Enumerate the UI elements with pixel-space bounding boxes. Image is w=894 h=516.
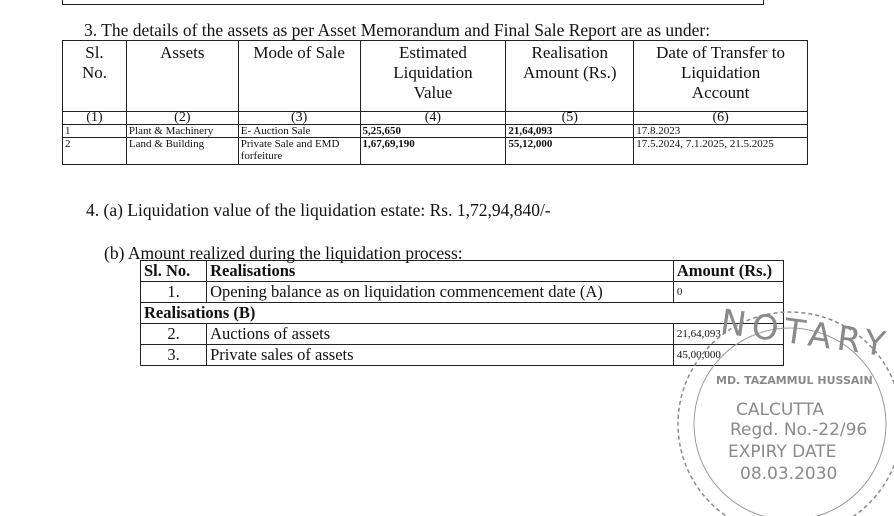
- column-number-row: [63, 112, 808, 125]
- cell-sl: 1: [63, 125, 127, 138]
- col-sl-no: Sl. No.: [63, 41, 127, 112]
- col-mode-of-sale: Mode of Sale: [238, 41, 360, 112]
- cell-amount: 21,64,093: [673, 324, 783, 345]
- assets-table: [62, 40, 808, 165]
- stamp-city: CALCUTTA: [736, 400, 825, 420]
- stamp-name: MD. TAZAMMUL HUSSAIN: [716, 374, 873, 387]
- col-number: (4): [360, 112, 506, 125]
- col-number: (1): [63, 112, 127, 125]
- cell-label: Auctions of assets: [207, 324, 674, 345]
- stamp-date: 08.03.2030: [740, 464, 838, 484]
- col-sl-no: Sl. No.: [141, 261, 207, 282]
- stamp-expiry: EXPIRY DATE: [728, 442, 837, 462]
- cell-mode: Private Sale and EMD forfeiture: [238, 138, 360, 165]
- cell-amount: 45,00,000: [673, 345, 783, 366]
- cell-realisation: 55,12,000: [506, 138, 634, 165]
- previous-table-bottom: [62, 0, 764, 5]
- notary-stamp: [660, 296, 894, 516]
- col-number: (2): [126, 112, 238, 125]
- cell-sl: 2: [63, 138, 127, 165]
- stamp-regd: Regd. No.-22/96: [730, 420, 868, 440]
- cell-estimated: 1,67,69,190: [360, 138, 506, 165]
- cell-realisation: 21,64,093: [506, 125, 634, 138]
- realisations-header: [141, 261, 784, 282]
- col-date-of-transfer: Date of Transfer to Liquidation Account: [634, 41, 808, 112]
- amount-realized-heading: (b) Amount realized during the liquidation process:: [104, 243, 463, 263]
- section-3-heading: 3. The details of the assets as per Asset Memorandum and Final Sale Report are as under:: [84, 20, 711, 40]
- col-realisations: Realisations: [207, 261, 674, 282]
- assets-table-header: [63, 41, 808, 112]
- cell-sl: 2.: [141, 324, 207, 345]
- cell-label: Opening balance as on liquidation commencement date (A): [207, 282, 674, 303]
- col-number: (6): [634, 112, 808, 125]
- liquidation-value-line: 4. (a) Liquidation value of the liquidation estate: Rs. 1,72,94,840/-: [86, 200, 551, 220]
- cell-asset: Land & Building: [126, 138, 238, 165]
- cell-date: 17.8.2023: [634, 125, 808, 138]
- cell-label: Private sales of assets: [207, 345, 674, 366]
- cell-asset: Plant & Machinery: [126, 125, 238, 138]
- group-label: Realisations (B): [141, 303, 674, 324]
- table-row: [63, 125, 808, 138]
- stamp-word: NOTARY: [718, 302, 894, 366]
- cell-estimated: 5,25,650: [360, 125, 506, 138]
- col-assets: Assets: [126, 41, 238, 112]
- table-row: [63, 138, 808, 165]
- col-realisation-amount: Realisation Amount (Rs.): [506, 41, 634, 112]
- col-amount: Amount (Rs.): [673, 261, 783, 282]
- cell-sl: 1.: [141, 282, 207, 303]
- cell-amount: 0: [673, 282, 783, 303]
- cell-mode: E- Auction Sale: [238, 125, 360, 138]
- col-number: (5): [506, 112, 634, 125]
- cell-date: 17.5.2024, 7.1.2025, 21.5.2025: [634, 138, 808, 165]
- col-number: (3): [238, 112, 360, 125]
- cell-sl: 3.: [141, 345, 207, 366]
- col-estimated-liquidation-value: Estimated Liquidation Value: [360, 41, 506, 112]
